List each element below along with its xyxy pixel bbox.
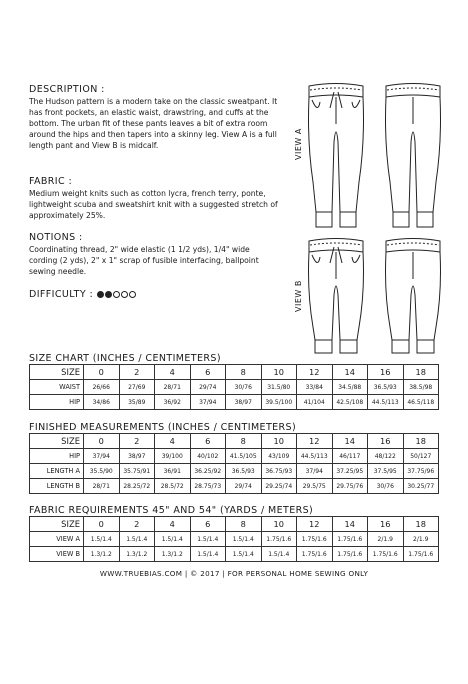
table-row — [30, 449, 439, 464]
table-cell: 37/94 — [84, 449, 120, 464]
table-cell: 29/74 — [190, 380, 226, 395]
table-cell: 28/71 — [84, 479, 120, 494]
description-body: The Hudson pattern is a modern take on the classic sweatpant. It has front pockets, an elastic waist, drawstring, and cuffs at the bottom. The urban fit of these pants leaves a bit of extra room around the hips and then tapers into a skinny leg. View A is a full length pant and View B is midcalf. — [29, 97, 278, 150]
table-header-row — [30, 434, 439, 449]
table-cell: 44.5/113 — [368, 395, 404, 410]
table-cell: 26/66 — [84, 380, 120, 395]
table-cell: 2/1.9 — [403, 532, 439, 547]
table-row — [30, 479, 439, 494]
table-cell: 1.75/1.6 — [403, 547, 439, 562]
table-cell: 40/102 — [190, 449, 226, 464]
table-cell: 36.5/93 — [226, 464, 262, 479]
notions-heading: NOTIONS : — [29, 232, 83, 243]
table-cell: 37/94 — [190, 395, 226, 410]
filled-dot-icon — [97, 291, 104, 298]
size-header-cell: 4 — [155, 434, 191, 449]
size-header-cell: 0 — [84, 365, 120, 380]
table-cell: 1.75/1.6 — [368, 547, 404, 562]
table-cell: 50/127 — [403, 449, 439, 464]
fabric-heading: FABRIC : — [29, 176, 73, 187]
size-header-cell: 8 — [226, 365, 262, 380]
size-header-cell: 16 — [368, 517, 404, 532]
table-cell: 29.5/75 — [297, 479, 333, 494]
table-cell: 1.75/1.6 — [332, 547, 368, 562]
fabric-requirements-table — [29, 516, 439, 562]
table-cell: 48/122 — [368, 449, 404, 464]
row-label: VIEW B — [30, 547, 84, 562]
notions-body: Coordinating thread, 2" wide elastic (1 1/2 yds), 1/4" wide cording (2 yds), 2" x 1" scrap of fusible interfacing, ballpoint sewing needle. — [29, 245, 259, 276]
table-cell: 1.5/1.4 — [226, 547, 262, 562]
size-header-cell: 12 — [297, 517, 333, 532]
table-cell: 1.5/1.4 — [119, 532, 155, 547]
view-a-back-illustration — [383, 82, 443, 232]
difficulty-label: DIFFICULTY : — [29, 289, 94, 300]
table-cell: 39/100 — [155, 449, 191, 464]
table-cell: 1.75/1.6 — [297, 532, 333, 547]
fabric-section — [29, 176, 279, 221]
table-cell: 37.25/95 — [332, 464, 368, 479]
fabric-body: Medium weight knits such as cotton lycra, french terry, ponte, lightweight scuba and sweatshirt knit with a suggested stretch of approximately 25%. — [29, 189, 278, 220]
size-header-cell: 10 — [261, 517, 297, 532]
size-header-cell: 0 — [84, 517, 120, 532]
table-cell: 44.5/113 — [297, 449, 333, 464]
size-header-cell: 0 — [84, 434, 120, 449]
table-cell: 29/74 — [226, 479, 262, 494]
table-cell: 34/86 — [84, 395, 120, 410]
table-header-row — [30, 365, 439, 380]
size-header-cell: 6 — [190, 365, 226, 380]
size-header-cell: 2 — [119, 365, 155, 380]
size-header-cell: 6 — [190, 517, 226, 532]
row-label: WAIST — [30, 380, 84, 395]
table-cell: 35/89 — [119, 395, 155, 410]
finished-measurements-table — [29, 433, 439, 494]
view-b-back-illustration — [383, 237, 443, 357]
fabric-requirements-title: FABRIC REQUIREMENTS 45" AND 54" (YARDS / METERS) — [29, 505, 314, 516]
table-cell: 36.75/93 — [261, 464, 297, 479]
table-cell: 1.5/1.4 — [190, 532, 226, 547]
row-label: VIEW A — [30, 532, 84, 547]
table-cell: 1.5/1.4 — [155, 532, 191, 547]
table-cell: 38.5/98 — [403, 380, 439, 395]
table-cell: 46/117 — [332, 449, 368, 464]
finished-measurements-title: FINISHED MEASUREMENTS (INCHES / CENTIMETERS) — [29, 422, 297, 433]
table-row — [30, 464, 439, 479]
empty-dot-icon — [129, 291, 136, 298]
table-cell: 1.3/1.2 — [119, 547, 155, 562]
table-cell: 38/97 — [226, 395, 262, 410]
table-cell: 31.5/80 — [261, 380, 297, 395]
row-label: HIP — [30, 395, 84, 410]
size-header-cell: 4 — [155, 517, 191, 532]
empty-dot-icon — [113, 291, 120, 298]
size-header-cell: 12 — [297, 434, 333, 449]
size-chart-title: SIZE CHART (INCHES / CENTIMETERS) — [29, 353, 221, 364]
size-header-cell: 12 — [297, 365, 333, 380]
size-header-label: SIZE — [30, 365, 84, 380]
table-cell: 27/69 — [119, 380, 155, 395]
table-cell: 46.5/118 — [403, 395, 439, 410]
size-header-cell: 10 — [261, 365, 297, 380]
table-cell: 2/1.9 — [368, 532, 404, 547]
table-row — [30, 395, 439, 410]
table-cell: 37/94 — [297, 464, 333, 479]
view-b-label: VIEW B — [294, 280, 303, 312]
table-cell: 42.5/108 — [332, 395, 368, 410]
table-cell: 1.5/1.4 — [190, 547, 226, 562]
size-header-cell: 16 — [368, 434, 404, 449]
size-header-cell: 16 — [368, 365, 404, 380]
table-cell: 28.25/72 — [119, 479, 155, 494]
size-header-cell: 8 — [226, 434, 262, 449]
size-header-cell: 14 — [332, 365, 368, 380]
size-chart-table — [29, 364, 439, 410]
size-header-cell: 2 — [119, 434, 155, 449]
table-cell: 37.75/96 — [403, 464, 439, 479]
table-cell: 1.5/1.4 — [226, 532, 262, 547]
table-cell: 35.75/91 — [119, 464, 155, 479]
row-label: LENGTH B — [30, 479, 84, 494]
footer: WWW.TRUEBIAS.COM | © 2017 | FOR PERSONAL HOME SEWING ONLY — [99, 569, 369, 578]
table-cell: 33/84 — [297, 380, 333, 395]
size-header-cell: 18 — [403, 434, 439, 449]
table-cell: 35.5/90 — [84, 464, 120, 479]
table-cell: 36.5/93 — [368, 380, 404, 395]
size-header-cell: 14 — [332, 517, 368, 532]
table-cell: 1.5/1.4 — [84, 532, 120, 547]
empty-dot-icon — [121, 291, 128, 298]
table-cell: 28/71 — [155, 380, 191, 395]
size-header-cell: 14 — [332, 434, 368, 449]
size-header-cell: 2 — [119, 517, 155, 532]
table-cell: 39.5/100 — [261, 395, 297, 410]
table-cell: 1.3/1.2 — [155, 547, 191, 562]
table-cell: 41.5/105 — [226, 449, 262, 464]
table-cell: 1.75/1.6 — [332, 532, 368, 547]
size-header-cell: 8 — [226, 517, 262, 532]
table-cell: 29.75/76 — [332, 479, 368, 494]
table-cell: 36.25/92 — [190, 464, 226, 479]
table-cell: 1.3/1.2 — [84, 547, 120, 562]
view-b-front-illustration — [306, 237, 366, 357]
table-row — [30, 547, 439, 562]
table-cell: 36/91 — [155, 464, 191, 479]
table-cell: 43/109 — [261, 449, 297, 464]
table-cell: 30/76 — [368, 479, 404, 494]
size-header-label: SIZE — [30, 517, 84, 532]
size-header-cell: 4 — [155, 365, 191, 380]
table-cell: 37.5/95 — [368, 464, 404, 479]
table-cell: 1.75/1.6 — [261, 532, 297, 547]
notions-section — [29, 232, 279, 277]
table-cell: 30/76 — [226, 380, 262, 395]
table-cell: 30.25/77 — [403, 479, 439, 494]
difficulty-rating — [29, 289, 279, 300]
table-header-row — [30, 517, 439, 532]
view-a-front-illustration — [306, 82, 366, 232]
table-cell: 29.25/74 — [261, 479, 297, 494]
table-row — [30, 380, 439, 395]
table-cell: 36/92 — [155, 395, 191, 410]
difficulty-dots — [96, 291, 136, 298]
size-header-cell: 6 — [190, 434, 226, 449]
size-header-cell: 18 — [403, 517, 439, 532]
table-row — [30, 532, 439, 547]
size-header-cell: 18 — [403, 365, 439, 380]
description-heading: DESCRIPTION : — [29, 84, 105, 95]
row-label: HIP — [30, 449, 84, 464]
table-cell: 38/97 — [119, 449, 155, 464]
size-header-label: SIZE — [30, 434, 84, 449]
table-cell: 41/104 — [297, 395, 333, 410]
description-section — [29, 84, 279, 151]
size-header-cell: 10 — [261, 434, 297, 449]
table-cell: 1.75/1.6 — [297, 547, 333, 562]
table-cell: 28.5/72 — [155, 479, 191, 494]
view-a-label: VIEW A — [294, 128, 303, 160]
table-cell: 34.5/88 — [332, 380, 368, 395]
table-cell: 28.75/73 — [190, 479, 226, 494]
row-label: LENGTH A — [30, 464, 84, 479]
filled-dot-icon — [105, 291, 112, 298]
table-cell: 1.5/1.4 — [261, 547, 297, 562]
